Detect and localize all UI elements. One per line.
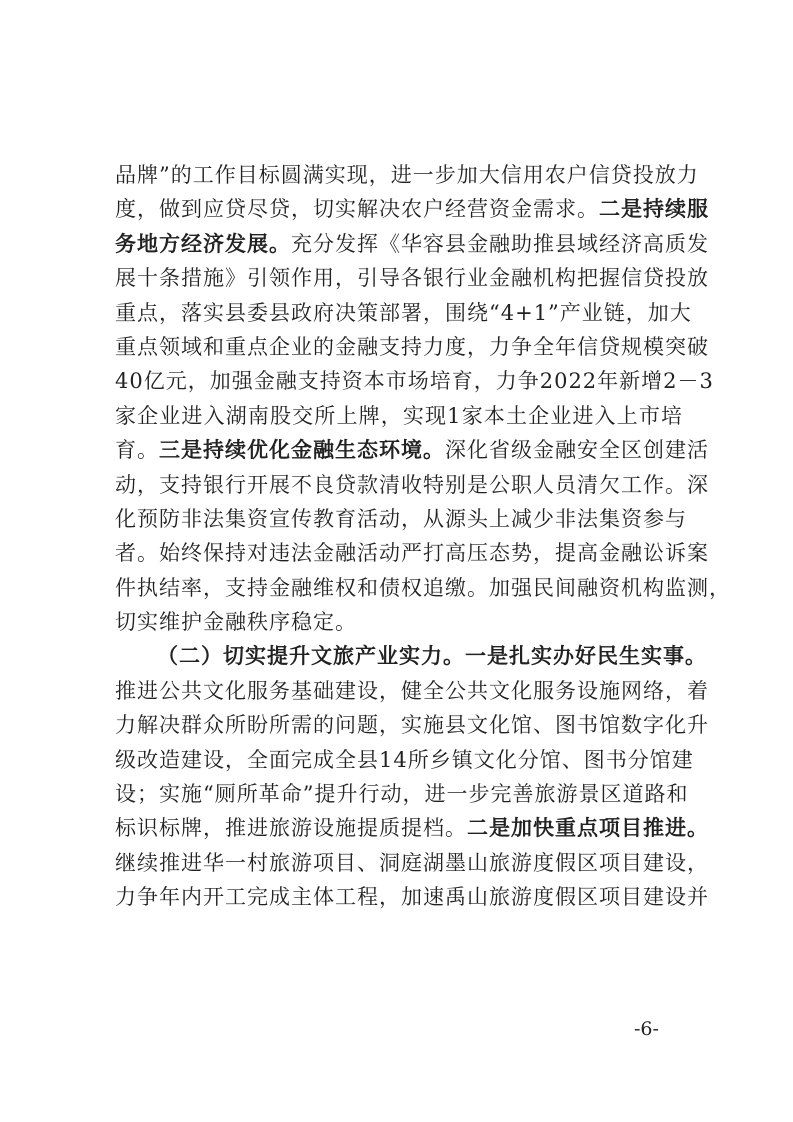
- bold-text-run: （二）切实提升文旅产业实力。一是扎实办好民生实事。: [157, 643, 707, 669]
- text-run: 重点领域和重点企业的金融支持力度，力争全年信贷规模突破: [115, 334, 709, 359]
- text-run: 化预防非法集资宣传教育活动，从源头上减少非法集资参与: [115, 506, 687, 531]
- text-line: [115, 330, 709, 364]
- text-line: [115, 708, 709, 742]
- text-run: 充分发挥《华容县金融助推县域经济高质发: [291, 231, 709, 256]
- text-run: 展十条措施》引领作用，引导各银行业金融机构把握信贷投放: [115, 266, 709, 291]
- text-line: [115, 227, 709, 261]
- text-run: 育。: [115, 438, 159, 463]
- text-run: 切实维护金融秩序稳定。: [115, 610, 357, 635]
- text-run: 推进公共文化服务基础建设，健全公共文化服务设施网络，着: [115, 678, 709, 703]
- section-heading-line: [115, 639, 707, 673]
- text-line: [115, 880, 709, 914]
- bold-text-run: 二是加快重点项目推进。: [467, 815, 709, 841]
- text-run: 级改造建设，全面完成全县14所乡镇文化分馆、图书分馆建: [115, 747, 694, 772]
- text-run: 设；实施“厕所革命”提升行动，进一步完善旅游景区道路和: [115, 782, 689, 807]
- text-line: [115, 743, 694, 777]
- text-run: 深化省级金融安全区创建活: [445, 438, 709, 463]
- text-line: [115, 296, 692, 330]
- text-line: [115, 433, 709, 467]
- bold-text-run: 二是持续服: [599, 196, 709, 222]
- document-body: [115, 158, 731, 915]
- text-line: [115, 536, 709, 570]
- text-line: [115, 502, 687, 536]
- text-run: 件执结率，支持金融维权和债权追缴。加强民间融资机构监测，: [115, 575, 731, 600]
- text-run: 品牌”的工作目标圆满实现，进一步加大信用农户信贷投放力: [115, 163, 699, 187]
- text-run: 力争年内开工完成主体工程，加速禹山旅游度假区项目建设并: [115, 885, 709, 910]
- text-run: 动，支持银行开展不良贷款清收特别是公职人员清欠工作。深: [115, 472, 709, 497]
- text-line: [115, 846, 709, 880]
- text-run: 40亿元，加强金融支持资本市场培育，力争2022年新增2－3: [115, 369, 714, 394]
- text-run: 继续推进华一村旅游项目、洞庭湖墨山旅游度假区项目建设，: [115, 850, 709, 875]
- page-number: -6-: [634, 1018, 659, 1040]
- text-run: 者。始终保持对违法金融活动严打高压态势，提高金融讼诉案: [115, 541, 709, 566]
- bold-text-run: 三是持续优化金融生态环境。: [159, 437, 445, 463]
- text-run: 力解决群众所盼所需的问题，实施县文化馆、图书馆数字化升: [115, 713, 709, 738]
- text-line: [115, 605, 683, 639]
- text-line: [115, 777, 689, 811]
- text-line: [115, 364, 714, 398]
- text-line: [115, 571, 731, 605]
- text-line: [115, 399, 683, 433]
- text-run: 重点，落实县委县政府决策部署，围绕“4+1”产业链，加大: [115, 300, 692, 325]
- text-line: [115, 811, 709, 845]
- text-run: 家企业进入湖南股交所上牌，实现1家本土企业进入上市培: [115, 403, 683, 428]
- text-run: 度，做到应贷尽贷，切实解决农户经营资金需求。: [115, 197, 599, 222]
- bold-text-run: 务地方经济发展。: [115, 230, 291, 256]
- text-line: [115, 192, 709, 226]
- text-line: [115, 674, 709, 708]
- text-line: [115, 158, 699, 192]
- text-line: [115, 261, 709, 295]
- text-run: 标识标牌，推进旅游设施提质提档。: [115, 816, 467, 841]
- text-line: [115, 468, 709, 502]
